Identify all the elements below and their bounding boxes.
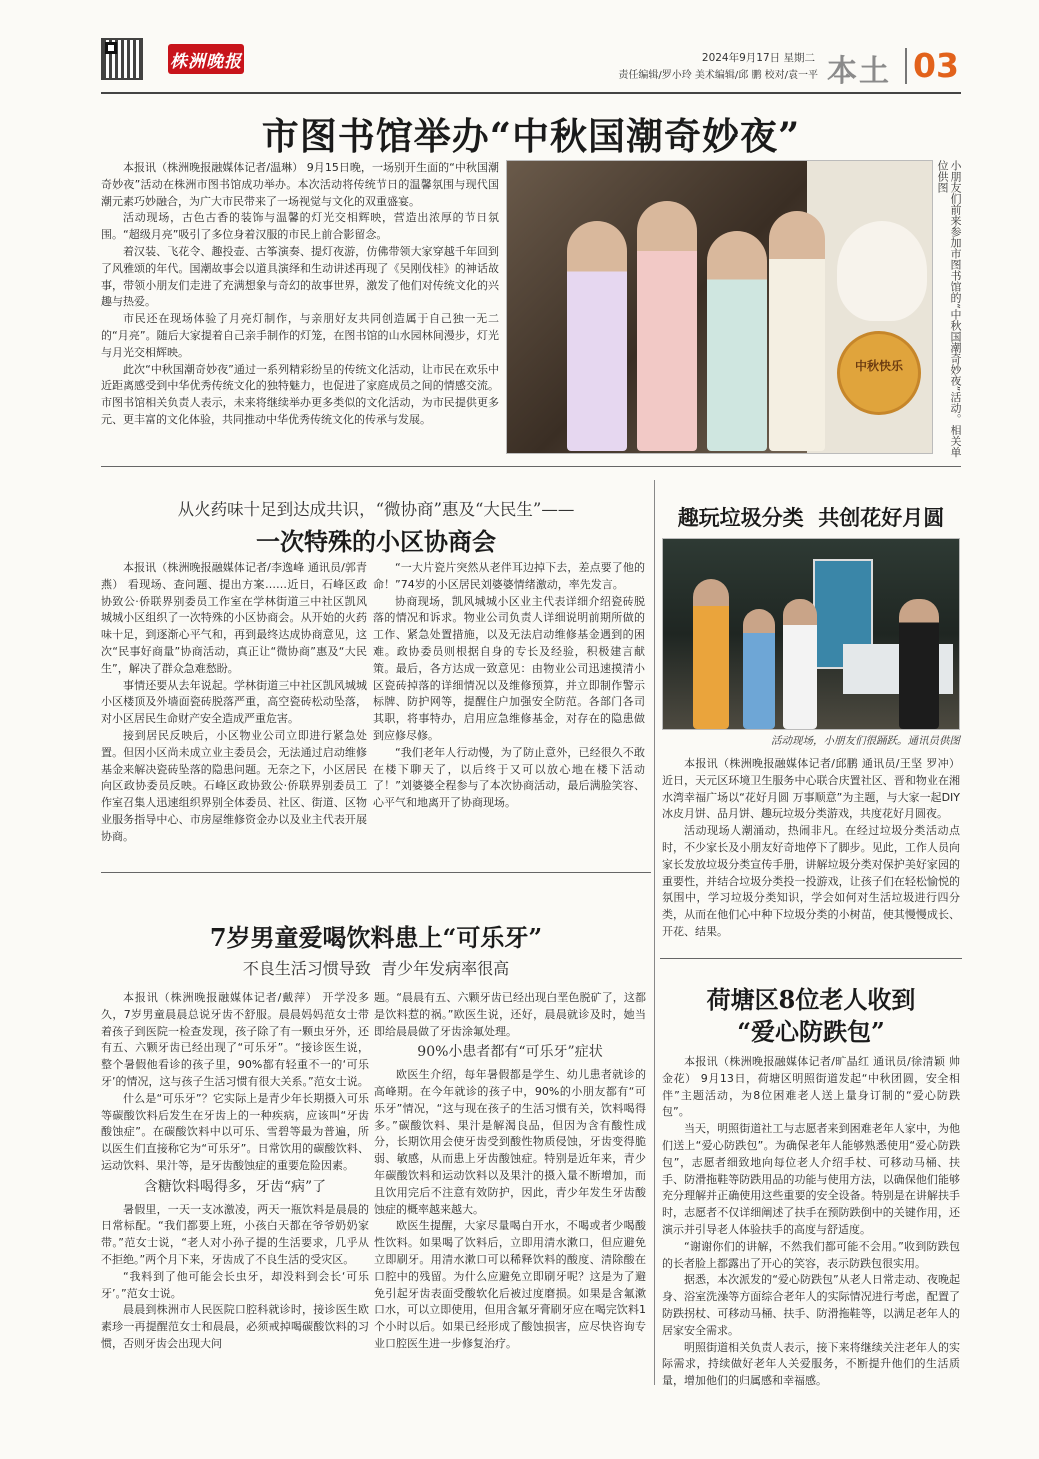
article1-photo bbox=[506, 160, 933, 454]
article4-paragraph: 晨晨到株洲市人民医院口腔科就诊时，接诊医生欧素珍一再提醒范女士和晨晨，必须戒掉喝碳酸饮料的习惯，否则牙齿会出现大问 bbox=[101, 1303, 369, 1350]
photo-person bbox=[899, 599, 939, 729]
section-rule bbox=[101, 466, 961, 467]
article1-photo-caption: 小朋友们前来参加市图书馆的“中秋国潮奇妙夜”活动。相关单位供图 bbox=[936, 160, 962, 458]
article2-title: 一次特殊的小区协商会 bbox=[256, 527, 496, 556]
article1-paragraph: 着汉装、飞花令、趣投壶、古筝演奏、提灯夜游，仿佛带领大家穿越千年回到了风雅颂的年代。国潮故事会以道具演绎和生动讲述再现了《吴刚伐桂》的神话故事，带领小朋友们走进了充满想象与奇幻的故事世界，激发了他们对传统文化的兴趣与热爱。 bbox=[101, 244, 499, 309]
article2-paragraph: “一大片瓷片突然从老伴耳边掉下去，差点要了他的命！”74岁的小区居民刘婆婆情绪激动，率先发言。 bbox=[373, 561, 645, 591]
article4-paragraph: 什么是“可乐牙”？它实际上是青少年长期摄入可乐等碳酸饮料后发生在牙齿上的一种疾病，应该叫“牙齿酸蚀症”。在碳酸饮料中以可乐、雪碧等最为普遍，所以医生们直接称它为“可乐牙”。日常饮用的碳酸饮料、运动饮料、果汁等，是牙齿酸蚀症的重要危险因素。 bbox=[101, 1091, 369, 1172]
article4-subhead: 含糖饮料喝得多，牙齿“病”了 bbox=[143, 1178, 327, 1195]
article4-subtitle: 不良生活习惯导致 青少年发病率很高 bbox=[242, 959, 510, 978]
article1-paragraph: 本报讯（株洲晚报融媒体记者/温琳） 9月15日晚，一场别开生面的“中秋国潮奇妙夜”活动在株洲市图书馆成功举办。本次活动将传统节日的温馨氛围与现代国潮元素巧妙融合，为广大市民带来了一场视觉与文化的双重盛宴。 bbox=[101, 161, 499, 208]
article4-subhead: 90%小患者都有“可乐牙”症状 bbox=[417, 1044, 603, 1061]
article3-photo bbox=[662, 538, 960, 730]
article1-body bbox=[101, 160, 499, 429]
column-rule bbox=[654, 480, 655, 1385]
article3-photo-caption: 活动现场，小朋友们很踊跃。通讯员供图 bbox=[771, 735, 960, 747]
article4-paragraph: 欧医生介绍，每年暑假都是学生、幼儿患者就诊的高峰期。在今年就诊的孩子中，90%的小朋友都有“可乐牙”情况，“这与现在孩子的生活习惯有关，饮料喝得多。”碳酸饮料、果汁是解渴良品，但因为含有酸性成分，长期饮用会使牙齿受到酸性物质侵蚀，牙齿变得脆弱、敏感，从而患上牙齿酸蚀症。特别是近年来，青少年碳酸饮料和运动饮料以及果汁的摄入量不断增加，而且饮用完后不注意有效防护，因此，青少年发生牙齿酸蚀症的概率越来越大。 bbox=[374, 1068, 646, 1216]
article4-paragraph: 本报讯（株洲晚报融媒体记者/戴萍） 开学没多久，7岁男童晨晨总说牙齿不舒服。晨晨妈妈范女士带着孩子到医院一检查发现，孩子除了有一颗虫牙外，还有五、六颗牙齿已经出现了“可乐牙”。“接诊医生说，整个暑假他看诊的孩子里，90%都有轻重不一的‘可乐牙’的情况，这与孩子生活习惯有很大关系。”范女士说。 bbox=[101, 991, 369, 1088]
qr-code-inner bbox=[105, 42, 117, 54]
article1-paragraph: 活动现场，古色古香的装饰与温馨的灯光交相辉映，营造出浓厚的节日氛围。“超级月亮”吸引了多位身着汉服的市民上前合影留念。 bbox=[101, 211, 499, 242]
article5-paragraph: 本报讯（株洲晚报融媒体记者/旷晶红 通讯员/徐清颖 帅金花） 9月13日，荷塘区明照街道发起“中秋团圆，安全相伴”主题活动，为8位困难老人送上量身订制的“爱心防跌包”。 bbox=[662, 1055, 960, 1119]
photo-sign-text: 中秋快乐 bbox=[854, 359, 903, 373]
article5-title-line1: 荷塘区8位老人收到 bbox=[706, 985, 916, 1014]
article3-paragraph: 本报讯（株洲晚报融媒体记者/邱鹏 通讯员/王坚 罗冲） 近日，天元区环境卫生服务中心联合庆置社区、晋和物业在湘水湾幸福广场以“花好月圆 万事顺意”为主题，与大家一起DIY冰皮月饼、品月饼、趣玩垃圾分类游戏，共度花好月圆夜。 bbox=[662, 757, 960, 821]
header-editors: 责任编辑/罗小玲 美术编辑/邱 鹏 校对/袁一平 bbox=[618, 70, 818, 81]
header-date: 2024年9月17日 星期二 bbox=[701, 52, 815, 64]
article3-body bbox=[662, 756, 960, 941]
section-rule bbox=[101, 872, 651, 873]
section-rule bbox=[660, 958, 962, 959]
article5-body bbox=[662, 1054, 960, 1388]
article3-title: 趣玩垃圾分类 共创花好月圆 bbox=[677, 505, 945, 530]
article2-paragraph: 本报讯（株洲晚报融媒体记者/李逸峰 通讯员/郭青燕） 看现场、查问题、提出方案……近日，石峰区政协致公·侨联界别委员工作室在学林街道三中社区凯风城城小区组织了一次特殊的小区协商会。从开始的火药味十足，到逐渐心平气和，再到最终达成协商意见，这次“民事好商量”协商活动，真正让“微协商”惠及“大民生”，解决了群众急难愁盼。 bbox=[101, 561, 367, 675]
header-rule bbox=[101, 92, 961, 94]
article5-paragraph: 据悉，本次派发的“爱心防跌包”从老人日常走动、夜晚起身、浴室洗澡等方面综合老年人的实际情况进行考虑，配置了防跌拐杖、可移动马桶、扶手、防滑拖鞋等，以满足老年人的居家安全需求。 bbox=[662, 1273, 960, 1337]
article1-title: 市图书馆举办“中秋国潮奇妙夜” bbox=[261, 114, 801, 158]
article4-paragraph: 暑假里，一天一支冰激凌，两天一瓶饮料是晨晨的日常标配。“我们都要上班，小孩白天都在爷爷奶奶家带。”范女士说，“老人对小孙子提的生活要求，几乎从不拒绝。”两个月下来，牙齿成了不良生活的受灾区。 bbox=[101, 1202, 369, 1266]
article4-paragraph: 欧医生提醒，大家尽量喝白开水，不喝或者少喝酸性饮料。如果喝了饮料后，立即用清水漱口，但应避免立即刷牙。用清水漱口可以稀释饮料的酸度、清除酸在口腔中的残留。为什么应避免立即刷牙呢？这是为了避免引起牙齿表面受酸软化后被过度磨损。如果是含氟漱口水，可以立即使用，但用含氟牙膏刷牙应在喝完饮料1个小时以后。如果已经形成了酸蚀损害，应尽快咨询专业口腔医生进一步修复治疗。 bbox=[374, 1219, 646, 1350]
article5-paragraph: 明照街道相关负责人表示，接下来将继续关注老年人的实际需求，持续做好老年人关爱服务，不断提升他们的生活质量，增加他们的归属感和幸福感。 bbox=[662, 1340, 960, 1388]
photo-child bbox=[637, 201, 697, 451]
article4-paragraph: “我料到了他可能会长虫牙，却没料到会长‘可乐牙’。”范女士说。 bbox=[101, 1269, 369, 1300]
article5-paragraph: “谢谢你们的讲解，不然我们都可能不会用。”收到防跌包的长者脸上都露出了开心的笑容，表示防跌包很实用。 bbox=[662, 1239, 960, 1270]
article2-paragraph: 事情还要从去年说起。学林街道三中社区凯风城城小区楼顶及外墙面瓷砖脱落严重，高空瓷砖松动坠落，对小区居民生命财产安全造成严重危害。 bbox=[101, 678, 367, 726]
article5-paragraph: 当天，明照街道社工与志愿者来到困难老年人家中，为他们送上“爱心防跌包”。为确保老年人能够熟悉使用“爱心防跌包”，志愿者细致地向每位老人介绍手杖、可移动马桶、扶手、防滑拖鞋等防跌用品的功能与使用方法，以确保他们能够充分理解并正确使用这些重要的安全设备。特别是在讲解扶手时，志愿者不仅详细阐述了扶手在预防跌倒中的关键作用，还演示并引导老人体验扶手的高度与舒适度。 bbox=[662, 1122, 960, 1236]
photo-rabbit-figure bbox=[837, 221, 927, 321]
article4-title: 7岁男童爱喝饮料患上“可乐牙” bbox=[209, 923, 543, 952]
article4-col1 bbox=[101, 990, 369, 1386]
logo-text: 株洲晚报 bbox=[170, 52, 242, 72]
photo-person bbox=[693, 579, 729, 729]
article5-title-line2: “爱心防跌包” bbox=[737, 1017, 885, 1046]
article2-paragraph: “我们老年人行动慢，为了防止意外，已经很久不敢在楼下聊天了，以后终于又可以放心地在楼下活动了！”刘婆婆全程参与了本次协商活动，最后满脸笑容、心平气和地离开了协商现场。 bbox=[373, 745, 645, 810]
article1-paragraph: 市民还在现场体验了月亮灯制作，与亲朋好友共同创造属于自己独一无二的“月亮”。随后大家提着自己亲手制作的灯笼，在图书馆的山水园林间漫步，灯光与月光交相辉映。 bbox=[101, 312, 499, 359]
photo-person bbox=[743, 609, 775, 729]
article4-col2 bbox=[374, 990, 646, 1386]
photo-person bbox=[783, 599, 817, 729]
article2-col1 bbox=[101, 560, 367, 860]
page-number: 03 bbox=[913, 46, 959, 85]
article2-col2 bbox=[373, 560, 645, 860]
article1-paragraph: 此次“中秋国潮奇妙夜”通过一系列精彩纷呈的传统文化活动，让市民在欢乐中近距离感受到中华优秀传统文化的独特魅力，也促进了家庭成员之间的情感交流。市图书馆相关负责人表示，未来将继续举办更多类似的文化活动，为市民提供更多元、更丰富的文化体验，共同推动中华优秀传统文化的传承与发展。 bbox=[101, 362, 499, 426]
article3-paragraph: 活动现场人潮涌动，热闹非凡。在经过垃圾分类活动点时，不少家长及小朋友好奇地停下了脚步。见此，工作人员向家长发放垃圾分类宣传手册，讲解垃圾分类对保护美好家园的重要性，并结合垃圾分类投一投游戏，让孩子们在轻松愉悦的氛围中，学习垃圾分类知识，学会如何对生活垃圾进行四分类，从而在他们心中种下垃圾分类的小树苗，使其慢慢成长、开花、结果。 bbox=[662, 824, 960, 938]
photo-child bbox=[567, 221, 627, 451]
photo-child bbox=[769, 211, 825, 451]
article2-kicker: 从火药味十足到达成共识，“微协商”惠及“大民生”—— bbox=[177, 500, 575, 519]
article2-paragraph: 协商现场，凯风城城小区业主代表详细介绍瓷砖脱落的情况和诉求。物业公司负责人详细说明前期所做的工作、紧急处置措施，以及无法启动维修基金遇到的困难。政协委员则根据自身的专长及经验，积极建言献策。最后，各方达成一致意见：由物业公司迅速摸清小区瓷砖掉落的详细情况以及维修预算，并立即制作警示标牌、防护网等，提醒住户加强安全防范。各部门各司其职，将事特办，启用应急维修基金，对存在的隐患做到应修尽修。 bbox=[373, 594, 645, 742]
section-divider bbox=[905, 48, 907, 84]
article2-paragraph: 接到居民反映后，小区物业公司立即进行紧急处置。但因小区尚未成立业主委员会，无法通过启动维修基金来解决瓷砖坠落的隐患问题。无奈之下，小区居民向区政协委员反映。石峰区政协致公·侨联界别委员工作室召集人迅速组织界别全体委员、社区、街道、区物业服务指导中心、市房屋维修资金办以及业主代表开展协商。 bbox=[101, 728, 367, 843]
article4-paragraph: 题。“晨晨有五、六颗牙齿已经出现白垩色脱矿了，这都是饮料惹的祸。”欧医生说，还好，晨晨就诊及时，她当即给晨晨做了牙齿涂氟处理。 bbox=[374, 991, 646, 1038]
section-name: 本土 bbox=[827, 54, 891, 89]
photo-child bbox=[707, 231, 767, 451]
